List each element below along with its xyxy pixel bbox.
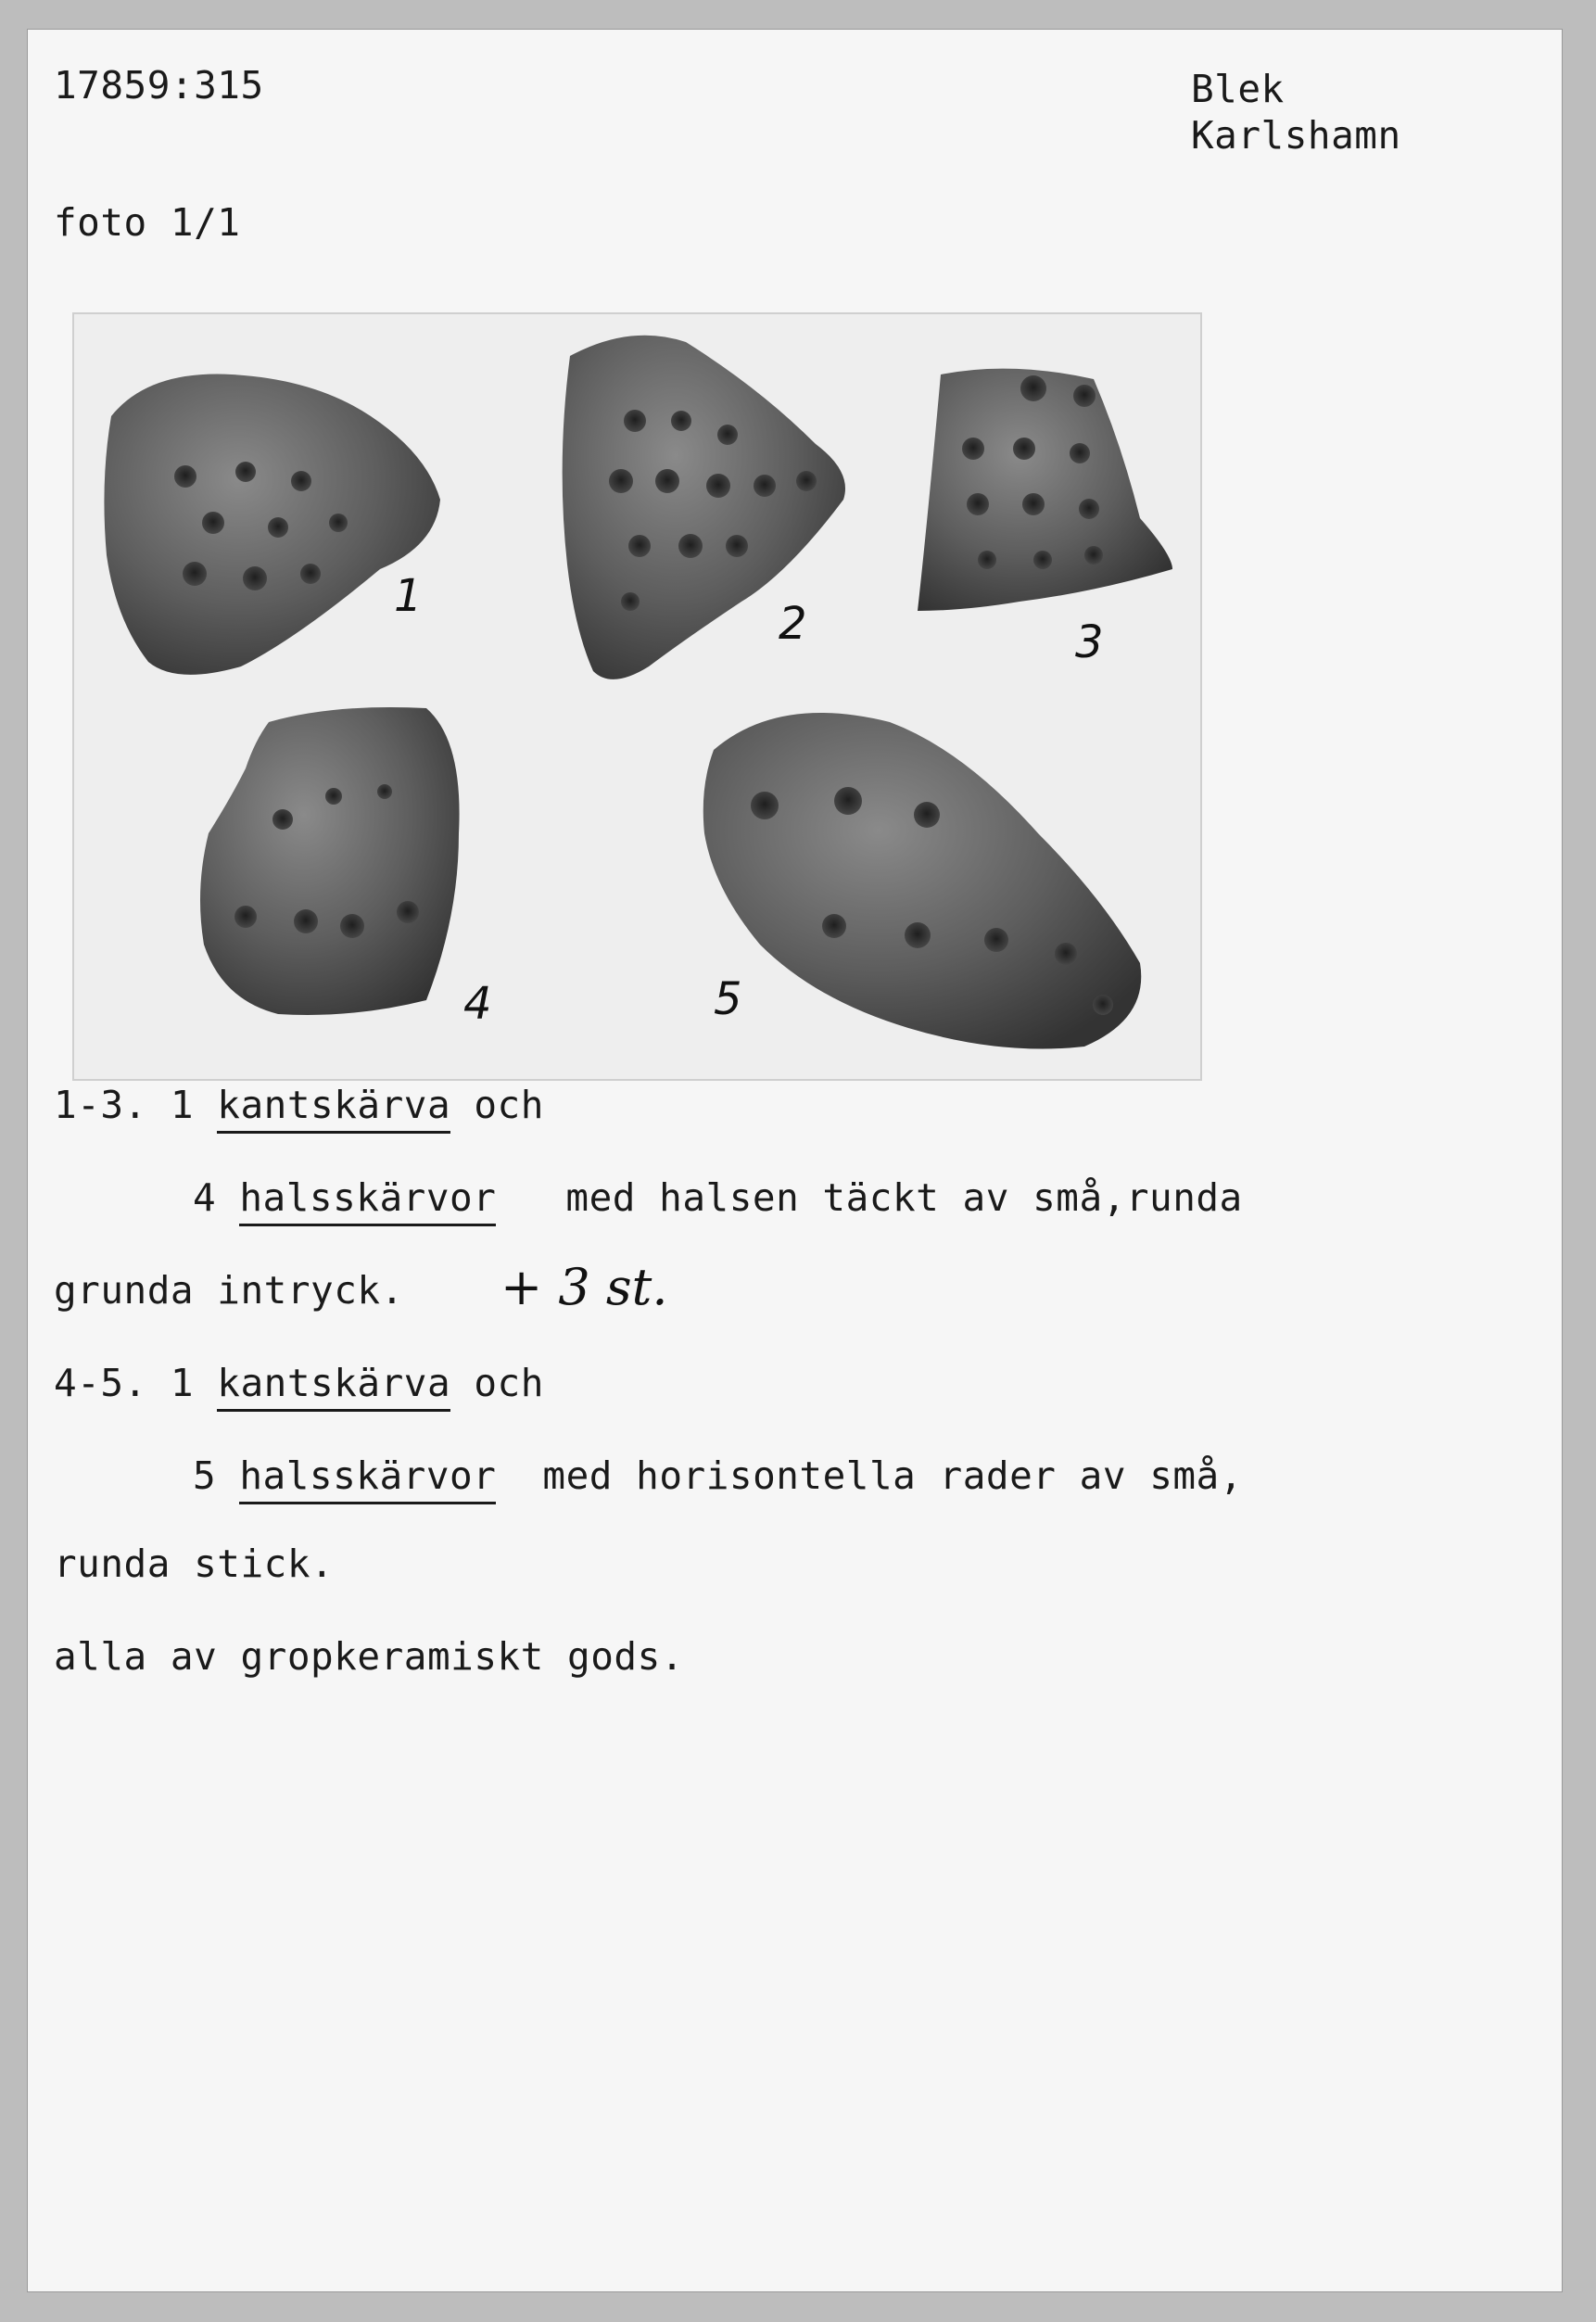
fragment-5	[703, 713, 1142, 1049]
term-halsskarvor: halsskärvor	[239, 1175, 496, 1226]
description-line-1: 1-3. 1 kantskärva och	[54, 1086, 544, 1124]
description-line-4: 4-5. 1 kantskärva och	[54, 1364, 544, 1402]
term-kantskarva: kantskärva	[217, 1083, 450, 1134]
artifact-photo	[72, 312, 1202, 1081]
fragment-label-2: 2	[779, 598, 807, 650]
fragment-label-1: 1	[394, 570, 423, 622]
handwritten-note: + 3 st.	[500, 1258, 668, 1316]
description-line-7: alla av gropkeramiskt gods.	[54, 1634, 684, 1679]
description-line-5: 5 halsskärvor med horisontella rader av små,	[193, 1457, 1243, 1495]
fragment-label-3: 3	[1075, 616, 1104, 668]
fragment-3	[918, 369, 1172, 611]
catalog-card	[28, 30, 1562, 2291]
description-line-2: 4 halsskärvor med halsen täckt av små,runda	[193, 1179, 1243, 1217]
term-halsskarvor-2: halsskärvor	[239, 1453, 496, 1504]
description-line-6: runda stick.	[54, 1542, 335, 1586]
region-label: Blek	[1191, 67, 1285, 111]
pottery-fragments-image	[74, 314, 1200, 1079]
fragment-label-4: 4	[463, 978, 492, 1030]
fragment-1	[104, 374, 440, 675]
fragment-4	[200, 707, 460, 1015]
catalog-id: 17859:315	[54, 63, 264, 108]
place-label: Karlshamn	[1191, 113, 1401, 158]
term-kantskarva-2: kantskärva	[217, 1361, 450, 1412]
photo-scale-label: foto 1/1	[54, 200, 241, 245]
fragment-label-5: 5	[714, 973, 742, 1025]
description-line-3: grunda intryck.	[54, 1268, 404, 1313]
